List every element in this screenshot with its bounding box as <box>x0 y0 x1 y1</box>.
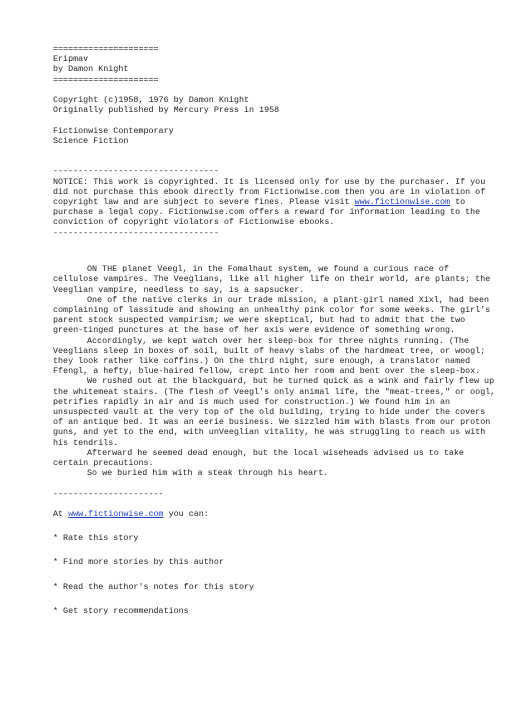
footer-rule: ---------------------- <box>53 488 164 499</box>
story-paragraph: We rushed out at the blackguard, but he turned quick as a wink and fairly flew up the whitemeat stairs. (The flesh of Veegl's only animal life, the "meat-trees," or oogl, petrifies rapidly in air and is much used for construction.) We found him in an unsuspected vault at the very top of the old building, trying to hide under the covers of an antique bed. It was an eerie business. We sizzled him with blasts from our proton guns, and yet to the end, with unVeeglian vitality, he was struggling to reach us with his tendrils. <box>53 376 496 448</box>
footer-item-more-stories: * Find more stories by this author <box>53 557 224 568</box>
series-line-1: Fictionwise Contemporary <box>53 125 174 136</box>
story-paragraph: So we buried him with a steak through his heart. <box>87 468 329 479</box>
author-byline: by Damon Knight <box>53 64 129 75</box>
header-rule-top: ===================== <box>53 44 159 54</box>
copyright-line: Copyright (c)1958, 1976 by Damon Knight <box>53 95 250 105</box>
story-title: Eripmav <box>53 54 89 65</box>
footer-intro-prefix: At <box>53 509 69 520</box>
footer-item-rate: * Rate this story <box>53 533 139 544</box>
notice-rule-bottom: --------------------------------- <box>53 227 219 238</box>
ebook-page <box>53 44 498 616</box>
copyright-notice <box>53 177 498 228</box>
footer-intro-suffix: you can: <box>163 509 209 520</box>
footer-item-author-notes: * Read the author's notes for this story <box>53 581 255 592</box>
footer-intro <box>53 509 498 519</box>
notice-text-before-link: NOTICE: This work is copyrighted. It is licensed only for use by the purchaser. If you did not purchase this ebook directly from Fictionwise.com then you are in violation of copyright law and are subject to severe fines. Please visit <box>53 176 486 207</box>
story-paragraph: Afterward he seemed dead enough, but the local wiseheads advised us to take certain precautions. <box>53 447 464 469</box>
footer-item-recommendations: * Get story recommendations <box>53 605 189 616</box>
story-paragraph: One of the native clerks in our trade mission, a plant-girl named Xixl, had been complaining of lassitude and showing an unhealthy pink color for some weeks. The girl's parent stock suspected vampirism; we were skeptical, but had to admit that the two green-tinged punctures at the base of her axis were evidence of something wrong. <box>53 294 491 336</box>
header-rule-bottom: ===================== <box>53 74 159 85</box>
story-paragraph: Accordingly, we kept watch over her sleep-box for three nights running. (The Veeglians sleep in boxes of soil, built of heavy slabs of the hardmeat tree, or woogl; they look rather like coffins.) On the third night, sure enough, a translator named Ffengl, a hefty, blue-haired fellow, crept into her room and bent over the sleep-box. <box>53 335 486 377</box>
notice-rule-top: --------------------------------- <box>53 166 219 177</box>
fictionwise-link[interactable]: www.fictionwise.com <box>354 197 451 207</box>
publication-line: Originally published by Mercury Press in 1958 <box>53 105 280 116</box>
notice-text-after-link: to purchase a legal copy. Fictionwise.com offers a reward for information leading to the conviction of copyright violators of Fictionwise ebooks. <box>53 197 481 228</box>
series-line-2: Science Fiction <box>53 135 129 146</box>
story-paragraph: ON THE planet Veegl, in the Fomalhaut system, we found a curious race of cellulose vampires. The Veeglians, like all higher life on their world, are plants; the Veeglian vampire, needless to say, is a sapsucker. <box>53 264 491 295</box>
footer-fictionwise-link[interactable]: www.fictionwise.com <box>68 509 164 520</box>
